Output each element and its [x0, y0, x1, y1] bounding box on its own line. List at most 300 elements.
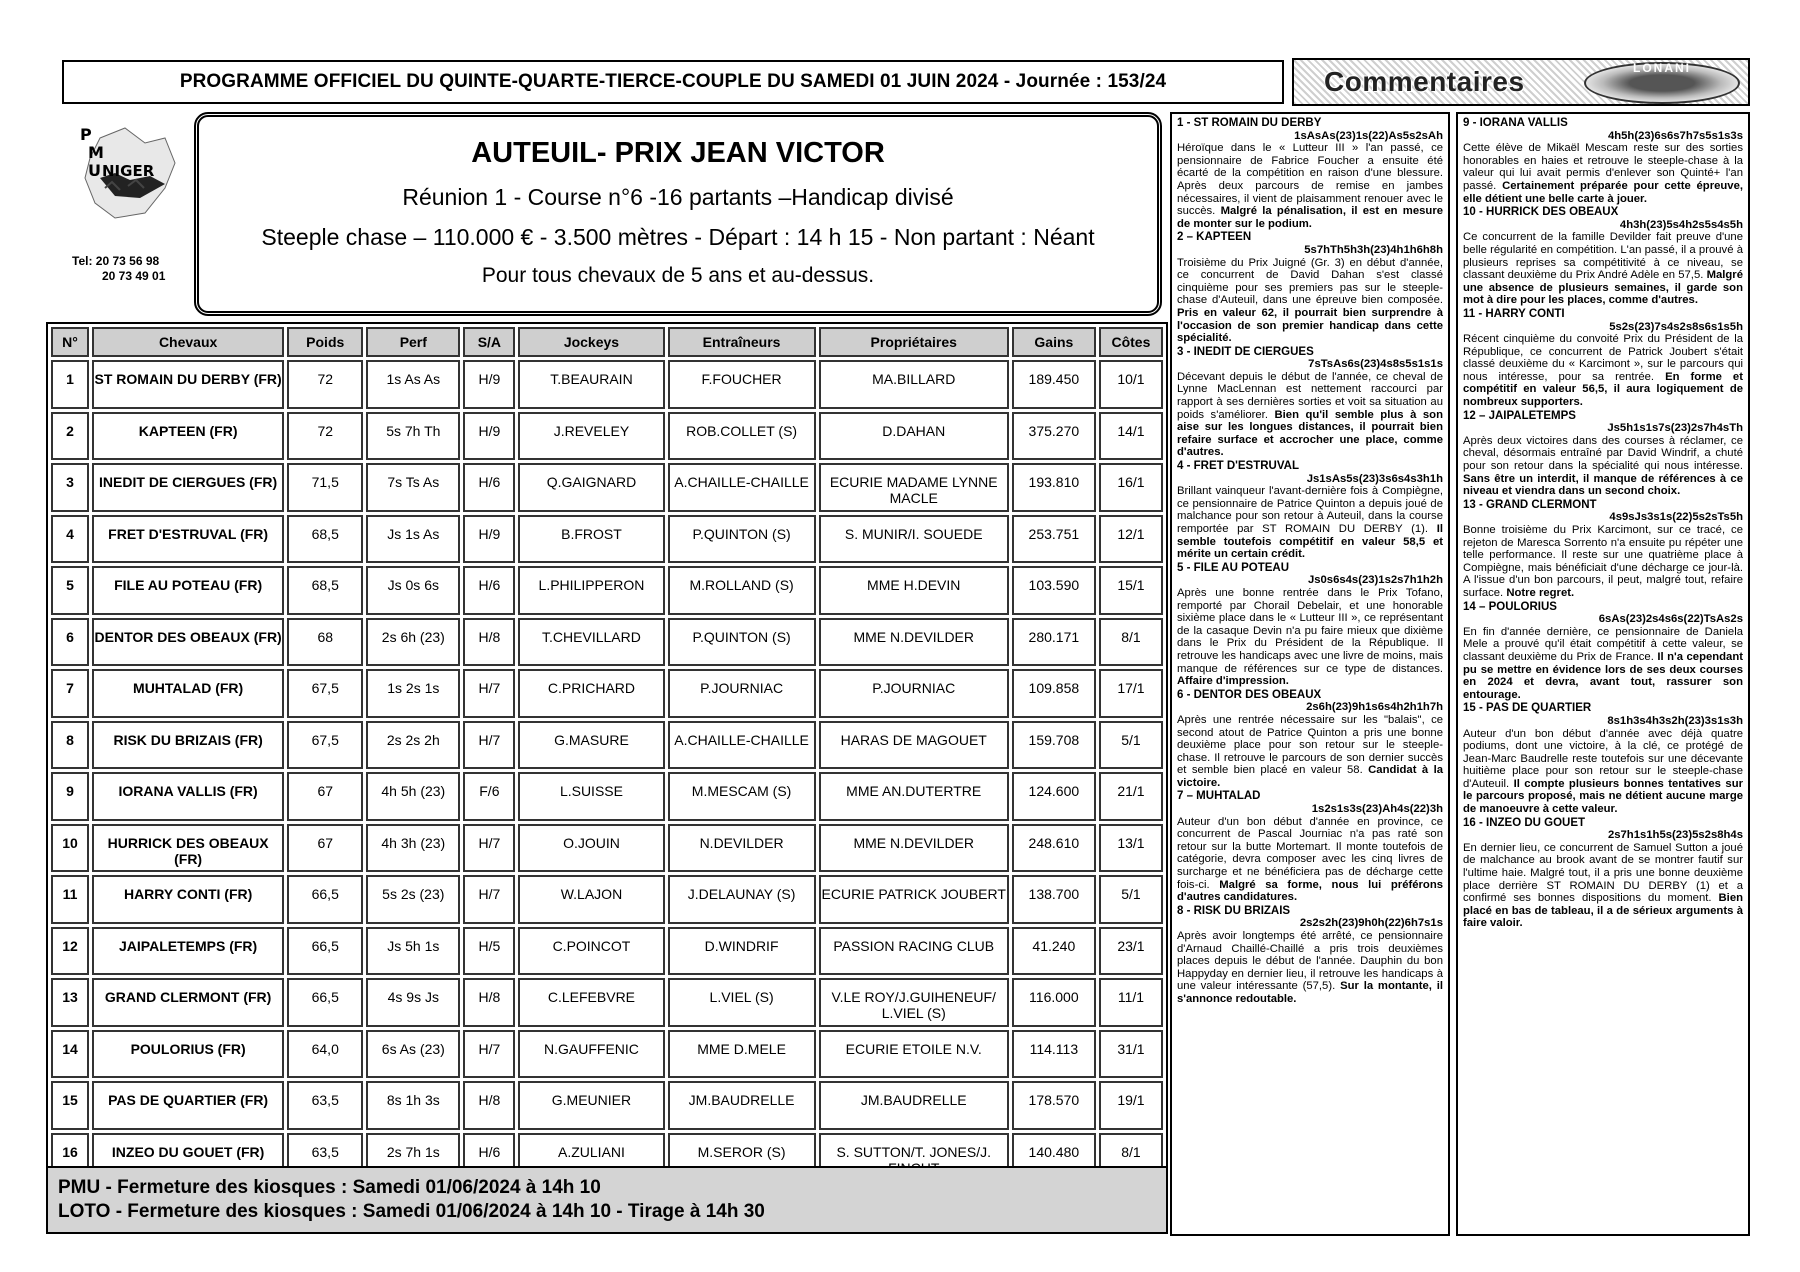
cell-weight: 68,5: [287, 515, 363, 564]
cell-odds: 16/1: [1099, 463, 1163, 512]
comment-verdict: Affaire d'impression.: [1177, 675, 1289, 688]
cell-weight: 66,5: [287, 978, 363, 1027]
logo-letter-u: U: [88, 161, 101, 180]
comment-horse: 4 - FRET D'ESTRUVAL: [1177, 460, 1299, 473]
comment-text: [1463, 435, 1743, 498]
cell-horse: DENTOR DES OBEAUX (FR): [92, 618, 284, 667]
cell-perf: Js 0s 6s: [366, 566, 460, 615]
cell-odds: 8/1: [1099, 618, 1163, 667]
cell-trainer: J.DELAUNAY (S): [668, 875, 816, 924]
comment-text: [1177, 930, 1443, 1006]
comment-perf: 4s9sJs3s1s(22)5s2sTs5h: [1609, 511, 1743, 524]
cell-weight: 66,5: [287, 875, 363, 924]
table-row: [51, 978, 1163, 1027]
cell-earnings: 109.858: [1012, 669, 1096, 718]
col-header: Chevaux: [92, 327, 284, 357]
col-header: Propriétaires: [819, 327, 1009, 357]
comments-column-2: [1456, 112, 1750, 1236]
cell-sex-age: H/6: [463, 463, 515, 512]
cell-trainer: A.CHAILLE-CHAILLE: [668, 463, 816, 512]
cell-jockey: J.REVELEY: [518, 412, 664, 461]
cell-horse: JAIPALETEMPS (FR): [92, 927, 284, 976]
race-title: AUTEUIL- PRIX JEAN VICTOR: [471, 137, 885, 169]
cell-weight: 63,5: [287, 1133, 363, 1182]
cell-number: 5: [51, 566, 89, 615]
cell-horse: FRET D'ESTRUVAL (FR): [92, 515, 284, 564]
cell-perf: 8s 1h 3s: [366, 1081, 460, 1130]
table-row: [51, 566, 1163, 615]
comment-text: [1177, 485, 1443, 561]
cell-jockey: L.PHILIPPERON: [518, 566, 664, 615]
comment-horse: 13 - GRAND CLERMONT: [1463, 498, 1597, 511]
cell-odds: 31/1: [1099, 1030, 1163, 1079]
cell-owner: ECURIE MADAME LYNNE MACLE: [819, 463, 1009, 512]
cell-weight: 68: [287, 618, 363, 667]
cell-jockey: L.SUISSE: [518, 772, 664, 821]
comment-perf: 2s2s2h(23)9h0h(22)6h7s1s: [1299, 917, 1443, 930]
comment-verdict: Malgré la pénalisation, il est en mesure de monter sur le podium.: [1177, 205, 1443, 230]
cell-owner: MME AN.DUTERTRE: [819, 772, 1009, 821]
cell-horse: KAPTEEN (FR): [92, 412, 284, 461]
logo-letter-p: P: [80, 125, 92, 144]
cell-horse: ST ROMAIN DU DERBY (FR): [92, 360, 284, 409]
pmu-niger-logo: [70, 118, 180, 228]
comment-body: Héroïque dans le « Lutteur III » l'an passé, ce pensionnaire de Fabrice Foucher a ensuite été écarté de la compétition en raison d'une blessure. Après deux parcours de remise en jambes nécessaires, il vient de plaisamment renouer avec le succès.: [1177, 142, 1443, 218]
cell-trainer: A.CHAILLE-CHAILLE: [668, 721, 816, 770]
cell-horse: IORANA VALLIS (FR): [92, 772, 284, 821]
comment-entry: [1463, 117, 1743, 205]
cell-weight: 63,5: [287, 1081, 363, 1130]
cell-jockey: C.LEFEBVRE: [518, 978, 664, 1027]
cell-jockey: Q.GAIGNARD: [518, 463, 664, 512]
comment-body: En dernier lieu, ce concurrent de Samuel Sutton a joué de malchance au brook avant de se montrer fautif sur l'ultime haie. Malgré tout, il a pris une bonne deuxième place derrière ST ROMAIN DU DERBY (1) et a confirmé ses bonnes dispositions du moment.: [1463, 841, 1743, 905]
table-row: [51, 1081, 1163, 1130]
cell-weight: 72: [287, 360, 363, 409]
cell-number: 6: [51, 618, 89, 667]
cell-horse: HARRY CONTI (FR): [92, 875, 284, 924]
comment-entry: [1463, 206, 1743, 307]
comment-text: [1463, 626, 1743, 702]
cell-sex-age: H/8: [463, 978, 515, 1027]
comment-horse: 10 - HURRICK DES OBEAUX: [1463, 206, 1619, 219]
comment-perf: 1sAsAs(23)1s(22)As5s2sAh: [1294, 129, 1443, 142]
comment-text: [1177, 257, 1443, 345]
cell-owner: MME N.DEVILDER: [819, 618, 1009, 667]
cell-owner: S. MUNIR/I. SOUEDE: [819, 515, 1009, 564]
cell-owner: S. SUTTON/T. JONES/J.: [819, 1133, 1009, 1182]
race-conditions: Steeple chase – 110.000 € - 3.500 mètres - Départ : 14 h 15 - Non partant : Néant: [261, 224, 1095, 250]
cell-odds: 11/1: [1099, 978, 1163, 1027]
cell-weight: 64,0: [287, 1030, 363, 1079]
cell-jockey: N.GAUFFENIC: [518, 1030, 664, 1079]
comment-entry: [1177, 346, 1443, 459]
cell-horse: PAS DE QUARTIER (FR): [92, 1081, 284, 1130]
cell-number: 3: [51, 463, 89, 512]
cell-jockey: O.JOUIN: [518, 824, 664, 873]
comment-body: Après avoir longtemps été arrêté, ce pensionnaire d'Arnaud Chaillé-Chaillé a pris trois deuxièmes places depuis le début de l'année. Dauphin du bon Happyday en dernier lieu, il retrouve les handicaps à une valeur intéressante (57,5).: [1177, 930, 1443, 993]
cell-trainer: ROB.COLLET (S): [668, 412, 816, 461]
cell-horse: RISK DU BRIZAIS (FR): [92, 721, 284, 770]
comment-verdict: Bien qu'il semble plus à son aise sur les longues distances, il pourrait bien refaire surface et accrocher une place, comme d'autres.: [1177, 408, 1443, 459]
table-row: [51, 721, 1163, 770]
comment-horse: 16 - INZEO DU GOUET: [1463, 816, 1586, 829]
comment-entry: [1463, 499, 1743, 600]
cell-perf: 2s 6h (23): [366, 618, 460, 667]
comment-text: [1463, 524, 1743, 600]
race-info-box: [194, 112, 1162, 316]
cell-earnings: 178.570: [1012, 1081, 1096, 1130]
comment-perf: 1s2s1s3s(23)Ah4s(22)3h: [1311, 803, 1443, 816]
phone-1: Tel: 20 73 56 98: [72, 254, 160, 268]
comment-entry: [1177, 460, 1443, 561]
comment-body: Récent cinquième du convoité Prix du Président de la République, ce concurrent de Patrick Joubert s'était classé deuxième du « Karcimont », sur le parcours qui nous intéresse, pour sa rentrée.: [1463, 333, 1743, 383]
comment-horse: 1 - ST ROMAIN DU DERBY: [1177, 117, 1322, 129]
cell-sex-age: H/7: [463, 721, 515, 770]
cell-owner: D.DAHAN: [819, 412, 1009, 461]
cell-odds: 23/1: [1099, 927, 1163, 976]
cell-perf: Js 5h 1s: [366, 927, 460, 976]
comment-verdict: En forme et compétitif en valeur 56,5, il aura logiquement de nombreux supporters.: [1463, 370, 1743, 409]
cell-jockey: T.CHEVILLARD: [518, 618, 664, 667]
comment-text: [1463, 333, 1743, 409]
lonani-logo: [1584, 62, 1740, 104]
loto-closing: LOTO - Fermeture des kiosques : Samedi 01/06/2024 à 14h 10 - Tirage à 14h 30: [58, 1201, 765, 1222]
cell-sex-age: H/9: [463, 515, 515, 564]
col-header: Jockeys: [518, 327, 664, 357]
comment-text: [1177, 142, 1443, 230]
cell-number: 10: [51, 824, 89, 873]
cell-perf: 6s As (23): [366, 1030, 460, 1079]
cell-odds: 8/1: [1099, 1133, 1163, 1182]
cell-weight: 67,5: [287, 721, 363, 770]
cell-earnings: 103.590: [1012, 566, 1096, 615]
cell-trainer: P.QUINTON (S): [668, 515, 816, 564]
cell-trainer: F.FOUCHER: [668, 360, 816, 409]
cell-earnings: 375.270: [1012, 412, 1096, 461]
cell-jockey: C.POINCOT: [518, 927, 664, 976]
comment-verdict: Malgré une absence de plusieurs semaines, il garde son mot à dire pour les places, comme d'autres.: [1463, 269, 1743, 307]
cell-sex-age: H/7: [463, 875, 515, 924]
table-row: [51, 824, 1163, 873]
cell-odds: 13/1: [1099, 824, 1163, 873]
cell-horse: INZEO DU GOUET (FR): [92, 1133, 284, 1182]
programme-title-text: PROGRAMME OFFICIEL DU QUINTE-QUARTE-TIERCE-COUPLE DU SAMEDI 01 JUIN 2024 - Journée : 153/24: [179, 71, 1167, 92]
cell-odds: 5/1: [1099, 875, 1163, 924]
comment-horse: 9 - IORANA VALLIS: [1463, 117, 1568, 129]
comment-body: Bonne troisième du Prix Karcimont, sur ce tracé, ce rejeton de Maresca Sorrento n'a ensuite pu répéter une telle performance. Il reste sur une quatrième place à Compiègne, mais bénéficiait d'une décharge ce jour-là. A l'issue d'un bon parcours, il peut, malgré tout, refaire surface.: [1463, 524, 1743, 599]
comment-horse: 11 - HARRY CONTI: [1463, 307, 1565, 320]
comments-column-1: [1170, 112, 1450, 1236]
cell-jockey: G.MEUNIER: [518, 1081, 664, 1130]
cell-owner: MME H.DEVIN: [819, 566, 1009, 615]
race-meeting: Réunion 1 - Course n°6 -16 partants –Handicap divisé: [402, 184, 954, 210]
cell-perf: 4h 5h (23): [366, 772, 460, 821]
comment-body: En fin d'année dernière, ce pensionnaire de Daniela Mele a prouvé qu'il était compétitif à cette valeur, se classant deuxième du Prix de France.: [1463, 625, 1743, 663]
table-row: [51, 618, 1163, 667]
cell-horse: FILE AU POTEAU (FR): [92, 566, 284, 615]
comment-verdict: Candidat à la victoire.: [1177, 764, 1443, 789]
cell-weight: 68,5: [287, 566, 363, 615]
cell-earnings: 193.810: [1012, 463, 1096, 512]
comment-body: Auteur d'un bon début d'année avec déjà quatre podiums, dont une victoire, à la clé, ce protégé de Jean-Marc Baudrelle reste toutefois sur une décevante huitième place pour son retour sur le steeple-chase d'Auteuil.: [1463, 727, 1743, 790]
cell-number: 13: [51, 978, 89, 1027]
cell-jockey: A.ZULIANI: [518, 1133, 664, 1182]
cell-number: 16: [51, 1133, 89, 1182]
cell-sex-age: H/6: [463, 1133, 515, 1182]
cell-owner: MA.BILLARD: [819, 360, 1009, 409]
cell-jockey: T.BEAURAIN: [518, 360, 664, 409]
cell-sex-age: H/9: [463, 360, 515, 409]
comment-verdict: Sur la montante, il s'annonce redoutable.: [1177, 980, 1443, 1005]
comment-horse: 6 - DENTOR DES OBEAUX: [1177, 688, 1322, 701]
cell-odds: 5/1: [1099, 721, 1163, 770]
cell-trainer: N.DEVILDER: [668, 824, 816, 873]
comment-perf: 2s6h(23)9h1s6s4h2h1h7h: [1306, 701, 1443, 714]
cell-owner: V.LE ROY/J.GUIHENEUF/ L.VIEL (S): [819, 978, 1009, 1027]
cell-odds: 17/1: [1099, 669, 1163, 718]
table-row: [51, 1030, 1163, 1079]
cell-horse: GRAND CLERMONT (FR): [92, 978, 284, 1027]
cell-sex-age: H/7: [463, 1030, 515, 1079]
comment-entry: [1463, 308, 1743, 409]
table-row: [51, 927, 1163, 976]
cell-horse: HURRICK DES OBEAUX (FR): [92, 824, 284, 873]
comment-perf: Js5h1s1s7s(23)2s7h4sTh: [1607, 422, 1743, 435]
pmu-closing: PMU - Fermeture des kiosques : Samedi 01/06/2024 à 14h 10: [58, 1177, 601, 1198]
comment-entry: [1463, 410, 1743, 498]
comment-verdict: Certainement préparée pour cette épreuve, elle détient une belle carte à jouer.: [1463, 179, 1743, 205]
cell-earnings: 138.700: [1012, 875, 1096, 924]
comments-title: Commentaires: [1324, 66, 1525, 97]
comment-perf: 4h3h(23)5s4h2s5s4s5h: [1619, 218, 1743, 231]
comment-text: [1463, 842, 1743, 930]
comment-entry: [1463, 702, 1743, 815]
comment-text: [1177, 816, 1443, 904]
comment-horse: 2 – KAPTEEN: [1177, 231, 1252, 244]
comment-entry: [1463, 601, 1743, 702]
cell-weight: 66,5: [287, 927, 363, 976]
comment-text: [1177, 714, 1443, 790]
cell-perf: 1s 2s 1s: [366, 669, 460, 718]
comment-verdict: Bien placé en bas de tableau, il a de sérieux arguments à faire valoir.: [1463, 892, 1743, 930]
cell-perf: 4h 3h (23): [366, 824, 460, 873]
cell-sex-age: H/6: [463, 566, 515, 615]
comment-horse: 15 - PAS DE QUARTIER: [1463, 702, 1592, 715]
cell-number: 8: [51, 721, 89, 770]
comment-horse: 7 – MUHTALAD: [1177, 790, 1261, 803]
cell-perf: 4s 9s Js: [366, 978, 460, 1027]
cell-trainer: MME D.MELE: [668, 1030, 816, 1079]
comment-entry: [1177, 231, 1443, 344]
cell-odds: 19/1: [1099, 1081, 1163, 1130]
cell-trainer: P.JOURNIAC: [668, 669, 816, 718]
cell-trainer: M.MESCAM (S): [668, 772, 816, 821]
comment-entry: [1177, 117, 1443, 230]
phone-2: 20 73 49 01: [102, 269, 166, 283]
cell-sex-age: H/9: [463, 412, 515, 461]
cell-number: 9: [51, 772, 89, 821]
comment-text: [1177, 371, 1443, 459]
cell-jockey: G.MASURE: [518, 721, 664, 770]
cell-sex-age: H/8: [463, 618, 515, 667]
table-row: [51, 875, 1163, 924]
cell-earnings: 280.171: [1012, 618, 1096, 667]
comment-body: Après deux victoires dans des courses à réclamer, ce cheval, désormais entraîné par David Windrif, a chuté pour son retour dans la spécialité qui nous intéresse.: [1463, 434, 1743, 473]
comment-body: Cette élève de Mikaël Mescam reste sur des sorties honorables en haies et retrouve le steeple-chase à la valeur qui lui avait permis d'enlever son Quinté+ l'an passé.: [1463, 142, 1743, 192]
cell-number: 14: [51, 1030, 89, 1079]
cell-sex-age: H/5: [463, 927, 515, 976]
col-header: N°: [51, 327, 89, 357]
comment-verdict: Pris en valeur 62, il pourrait bien surprendre à l'occasion de son premier handicap dans cette spécialité.: [1177, 306, 1443, 345]
comment-body: Auteur d'un bon début d'année en province, ce concurrent de Pascal Journiac n'a pas raté son retour sur la butte Mortemart. Il monte toutefois de catégorie, devra composer avec les cinq livres de surcharge et ne bénéficiera pas de décharge cette fois-ci.: [1177, 815, 1443, 891]
cell-earnings: 189.450: [1012, 360, 1096, 409]
table-row: [51, 669, 1163, 718]
comment-verdict: Sans être un interdit, il manque de références à ce niveau et viendra dans un second choix.: [1463, 472, 1743, 498]
cell-owner: P.JOURNIAC: [819, 669, 1009, 718]
comment-text: [1177, 587, 1443, 688]
table-row: [51, 515, 1163, 564]
comment-body: Après une rentrée nécessaire sur les "balais", ce second atout de Patrice Quinton a pris une bonne deuxième place pour son retour sur le steeple-chase. Il retrouve le parcours de son dernier succès et semble bien placé en valeur 58.: [1177, 713, 1443, 777]
col-header: Poids: [287, 327, 363, 357]
table-row: [51, 463, 1163, 512]
cell-number: 2: [51, 412, 89, 461]
cell-trainer: L.VIEL (S): [668, 978, 816, 1027]
comment-perf: 5s7hTh5h3h(23)4h1h6h8h: [1304, 243, 1443, 256]
comment-perf: 5s2s(23)7s4s2s8s6s1s5h: [1609, 320, 1743, 333]
comment-horse: 8 - RISK DU BRIZAIS: [1177, 904, 1291, 917]
cell-horse: POULORIUS (FR): [92, 1030, 284, 1079]
cell-horse: MUHTALAD (FR): [92, 669, 284, 718]
comment-verdict: Malgré sa forme, nous lui préférons d'autres candidatures.: [1177, 878, 1444, 904]
cell-jockey: W.LAJON: [518, 875, 664, 924]
logo-letter-m: M: [88, 143, 104, 162]
cell-perf: Js 1s As: [366, 515, 460, 564]
cell-earnings: 159.708: [1012, 721, 1096, 770]
cell-perf: 2s 2s 2h: [366, 721, 460, 770]
table-row: [51, 412, 1163, 461]
cell-number: 11: [51, 875, 89, 924]
cell-weight: 67: [287, 824, 363, 873]
cell-odds: 15/1: [1099, 566, 1163, 615]
comment-horse: 12 – JAIPALETEMPS: [1463, 409, 1576, 422]
cell-horse: INEDIT DE CIERGUES (FR): [92, 463, 284, 512]
cell-weight: 67,5: [287, 669, 363, 718]
cell-earnings: 248.610: [1012, 824, 1096, 873]
comment-entry: [1177, 905, 1443, 1006]
cell-sex-age: H/8: [463, 1081, 515, 1130]
cell-sex-age: F/6: [463, 772, 515, 821]
cell-perf: 2s 7h 1s: [366, 1133, 460, 1182]
comment-body: Troisième du Prix Juigné (Gr. 3) en début d'année, ce concurrent de David Dahan s'est classé cinquième pour ses premiers pas sur le steeple-chase d'Auteuil, dans une épreuve bien composée.: [1177, 256, 1443, 307]
cell-owner: HARAS DE MAGOUET: [819, 721, 1009, 770]
comment-body: Brillant vainqueur l'avant-dernière fois à Compiègne, ce pensionnaire de Patrice Quinton a depuis joué de malchance pour son retour à Auteuil, dans la course remportée par ST ROMAIN DU DERBY (1).: [1177, 485, 1443, 535]
comment-body: Après une bonne rentrée dans le Prix Tofano, remporté par Chorail Debelair, et une honorable sixième place dans le « Lutteur III », ce représentant de la casaque Devin n'a pu faire mieux que dixième dans le Prix du Président de la République. Il retrouve les handicaps avec une livre de moins, mais manque de références sur ce type de distances.: [1177, 586, 1443, 675]
comment-entry: [1463, 817, 1743, 930]
cell-weight: 72: [287, 412, 363, 461]
contact-phones: [72, 254, 165, 284]
comment-perf: Js1sAs5s(23)3s6s4s3h1h: [1306, 472, 1443, 485]
comment-horse: 3 - INEDIT DE CIERGUES: [1177, 345, 1314, 358]
cell-odds: 12/1: [1099, 515, 1163, 564]
comment-perf: 7sTsAs6s(23)4s8s5s1s1s: [1308, 358, 1443, 371]
runners-table: [46, 322, 1168, 1186]
comment-entry: [1177, 790, 1443, 903]
cell-number: 7: [51, 669, 89, 718]
cell-number: 12: [51, 927, 89, 976]
comment-perf: 6sAs(23)2s4s6s(22)TsAs2s: [1598, 613, 1743, 626]
closing-times: [46, 1166, 1168, 1234]
comment-entry: [1177, 689, 1443, 790]
cell-weight: 71,5: [287, 463, 363, 512]
cell-odds: 21/1: [1099, 772, 1163, 821]
cell-owner: MME N.DEVILDER: [819, 824, 1009, 873]
cell-earnings: 114.113: [1012, 1030, 1096, 1079]
comment-perf: 8s1h3s4h3s2h(23)3s1s3h: [1607, 714, 1743, 727]
race-eligibility: Pour tous chevaux de 5 ans et au-dessus.: [481, 264, 875, 287]
cell-owner: ECURIE PATRICK JOUBERT: [819, 875, 1009, 924]
comment-perf: 4h5h(23)6s6s7h7s5s1s3s: [1607, 129, 1743, 142]
cell-jockey: C.PRICHARD: [518, 669, 664, 718]
cell-owner: ECURIE ETOILE N.V.: [819, 1030, 1009, 1079]
cell-number: 1: [51, 360, 89, 409]
comment-verdict: Il n'a cependant pu se mettre en évidence lors de ses deux courses en 2024 et devra, avant tout, rassurer son entourage.: [1463, 650, 1743, 701]
comment-text: [1463, 231, 1743, 307]
comment-text: [1463, 728, 1743, 816]
cell-number: 4: [51, 515, 89, 564]
cell-earnings: 41.240: [1012, 927, 1096, 976]
comment-perf: 2s7h1s1h5s(23)5s2s8h4s: [1607, 829, 1743, 842]
cell-perf: 5s 7h Th: [366, 412, 460, 461]
table-header-row: [51, 327, 1163, 357]
cell-earnings: 140.480: [1012, 1133, 1096, 1182]
comment-entry: [1177, 562, 1443, 688]
cell-earnings: 116.000: [1012, 978, 1096, 1027]
col-header: Perf: [366, 327, 460, 357]
cell-earnings: 124.600: [1012, 772, 1096, 821]
cell-jockey: B.FROST: [518, 515, 664, 564]
table-row: [51, 360, 1163, 409]
lonani-logo-text: LONANI: [1633, 61, 1691, 75]
cell-trainer: M.ROLLAND (S): [668, 566, 816, 615]
cell-earnings: 253.751: [1012, 515, 1096, 564]
col-header: Côtes: [1099, 327, 1163, 357]
cell-perf: 1s As As: [366, 360, 460, 409]
col-header: Gains: [1012, 327, 1096, 357]
comment-text: [1463, 142, 1743, 205]
comment-body: Ce concurrent de la famille Devilder fait preuve d'une belle régularité en compétition. L'an passé, il a prouvé à plusieurs reprises sa compétitivité à ce niveau, se classant deuxième du Prix André Adèle en 57,5.: [1463, 231, 1743, 282]
cell-weight: 67: [287, 772, 363, 821]
cell-odds: 14/1: [1099, 412, 1163, 461]
comment-body: Décevant depuis le début de l'année, ce cheval de Lynne MacLennan est nettement raccourci par rapport à ses dernières sorties et voit sa situation au poids s'améliorer.: [1177, 370, 1443, 421]
cell-trainer: D.WINDRIF: [668, 927, 816, 976]
comment-horse: 5 - FILE AU POTEAU: [1177, 561, 1290, 574]
cell-owner: PASSION RACING CLUB: [819, 927, 1009, 976]
comment-verdict: Il compte plusieurs bonnes tentatives sur le parcours proposé, mais ne détient aucune marge de manoeuvre à cette valeur.: [1463, 777, 1743, 816]
cell-trainer: M.SEROR (S): [668, 1133, 816, 1182]
comment-verdict: Il semble toutefois compétitif en valeur 58,5 et mérite un certain crédit.: [1177, 523, 1443, 561]
cell-perf: 5s 2s (23): [366, 875, 460, 924]
comment-verdict: Notre regret.: [1506, 586, 1575, 599]
cell-owner: JM.BAUDRELLE: [819, 1081, 1009, 1130]
programme-title: [62, 60, 1284, 104]
cell-trainer: JM.BAUDRELLE: [668, 1081, 816, 1130]
table-row: [51, 772, 1163, 821]
logo-word-niger: NIGER: [102, 162, 155, 180]
cell-sex-age: H/7: [463, 824, 515, 873]
comment-perf: Js0s6s4s(23)1s2s7h1h2h: [1307, 574, 1443, 587]
col-header: Entraîneurs: [668, 327, 816, 357]
col-header: S/A: [463, 327, 515, 357]
